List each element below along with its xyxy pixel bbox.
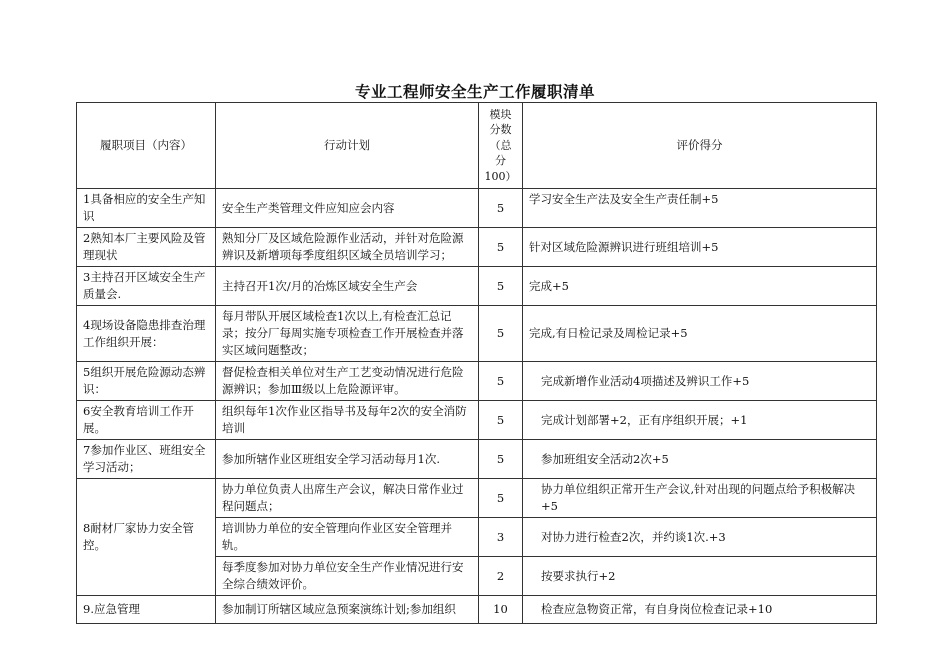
table-row xyxy=(77,440,877,479)
table-row xyxy=(77,267,877,306)
score-cell: 5 xyxy=(479,440,523,479)
plan-cell: 培训协力单位的安全管理向作业区安全管理并轨。 xyxy=(216,518,479,557)
score-cell: 5 xyxy=(479,362,523,401)
eval-cell: 按要求执行+2 xyxy=(523,557,877,596)
score-cell: 5 xyxy=(479,189,523,228)
table-header-row xyxy=(77,103,877,189)
header-eval: 评价得分 xyxy=(523,103,877,189)
plan-cell: 每季度参加对协力单位安全生产作业情况进行安全综合绩效评价。 xyxy=(216,557,479,596)
plan-cell: 熟知分厂及区域危险源作业活动，并针对危险源辨识及新增项每季度组织区域全员培训学习； xyxy=(216,228,479,267)
eval-cell: 完成计划部署+2，正有序组织开展；+1 xyxy=(523,401,877,440)
score-cell: 5 xyxy=(479,267,523,306)
plan-cell: 督促检查相关单位对生产工艺变动情况进行危险源辨识；参加Ⅲ级以上危险源评审。 xyxy=(216,362,479,401)
page-title: 专业工程师安全生产工作履职清单 xyxy=(354,83,595,101)
score-cell: 5 xyxy=(479,228,523,267)
score-cell: 5 xyxy=(479,479,523,518)
item-cell: 3主持召开区域安全生产质量会. xyxy=(77,267,216,306)
item-cell: 8耐材厂家协力安全管控。 xyxy=(77,479,216,596)
plan-cell: 组织每年1次作业区指导书及每年2次的安全消防培训 xyxy=(216,401,479,440)
header-plan: 行动计划 xyxy=(216,103,479,189)
table-row xyxy=(77,228,877,267)
header-score-line: 100） xyxy=(484,169,517,183)
item-cell: 5组织开展危险源动态辨识： xyxy=(77,362,216,401)
item-cell: 7参加作业区、班组安全学习活动； xyxy=(77,440,216,479)
item-cell: 9.应急管理 xyxy=(77,596,216,624)
eval-cell: 完成+5 xyxy=(523,267,877,306)
header-score-line: 分 xyxy=(495,154,506,168)
table-row xyxy=(77,189,877,228)
header-score-line: （总 xyxy=(489,138,512,152)
item-cell: 1具备相应的安全生产知识 xyxy=(77,189,216,228)
eval-cell: 对协力进行检查2次，并约谈1次.+3 xyxy=(523,518,877,557)
score-cell: 3 xyxy=(479,518,523,557)
score-cell: 2 xyxy=(479,557,523,596)
item-cell: 2熟知本厂主要风险及管理现状 xyxy=(77,228,216,267)
eval-cell: 协力单位组织正常开生产会议,针对出现的问题点给予积极解决+5 xyxy=(523,479,877,518)
score-cell: 10 xyxy=(479,596,523,624)
header-score xyxy=(479,103,523,189)
duty-checklist-table xyxy=(76,102,877,624)
score-cell: 5 xyxy=(479,401,523,440)
header-item: 履职项目（内容） xyxy=(77,103,216,189)
eval-cell: 针对区域危险源辨识进行班组培训+5 xyxy=(523,228,877,267)
plan-cell: 参加制订所辖区域应急预案演练计划;参加组织 xyxy=(216,596,479,624)
item-cell: 4现场设备隐患排查治理工作组织开展： xyxy=(77,306,216,362)
score-cell: 5 xyxy=(479,306,523,362)
header-score-line: 模块 xyxy=(489,107,512,121)
plan-cell: 安全生产类管理文件应知应会内容 xyxy=(216,189,479,228)
plan-cell: 每月带队开展区域检查1次以上,有检查汇总记录；按分厂每周实施专项检查工作开展检查并落实区域问题整改； xyxy=(216,306,479,362)
eval-cell: 完成新增作业活动4项描述及辨识工作+5 xyxy=(523,362,877,401)
eval-cell: 检查应急物资正常，有自身岗位检查记录+10 xyxy=(523,596,877,624)
table-row xyxy=(77,596,877,624)
table-row xyxy=(77,479,877,518)
table-row xyxy=(77,401,877,440)
table-row xyxy=(77,362,877,401)
plan-cell: 主持召开1次/月的冶炼区域安全生产会 xyxy=(216,267,479,306)
table-row xyxy=(77,306,877,362)
eval-cell: 完成,有日检记录及周检记录+5 xyxy=(523,306,877,362)
header-score-line: 分数 xyxy=(489,123,512,137)
plan-cell: 参加所辖作业区班组安全学习活动每月1次. xyxy=(216,440,479,479)
eval-cell: 学习安全生产法及安全生产责任制+5 xyxy=(523,189,877,228)
plan-cell: 协力单位负责人出席生产会议，解决日常作业过程问题点； xyxy=(216,479,479,518)
item-cell: 6安全教育培训工作开展。 xyxy=(77,401,216,440)
eval-cell: 参加班组安全活动2次+5 xyxy=(523,440,877,479)
